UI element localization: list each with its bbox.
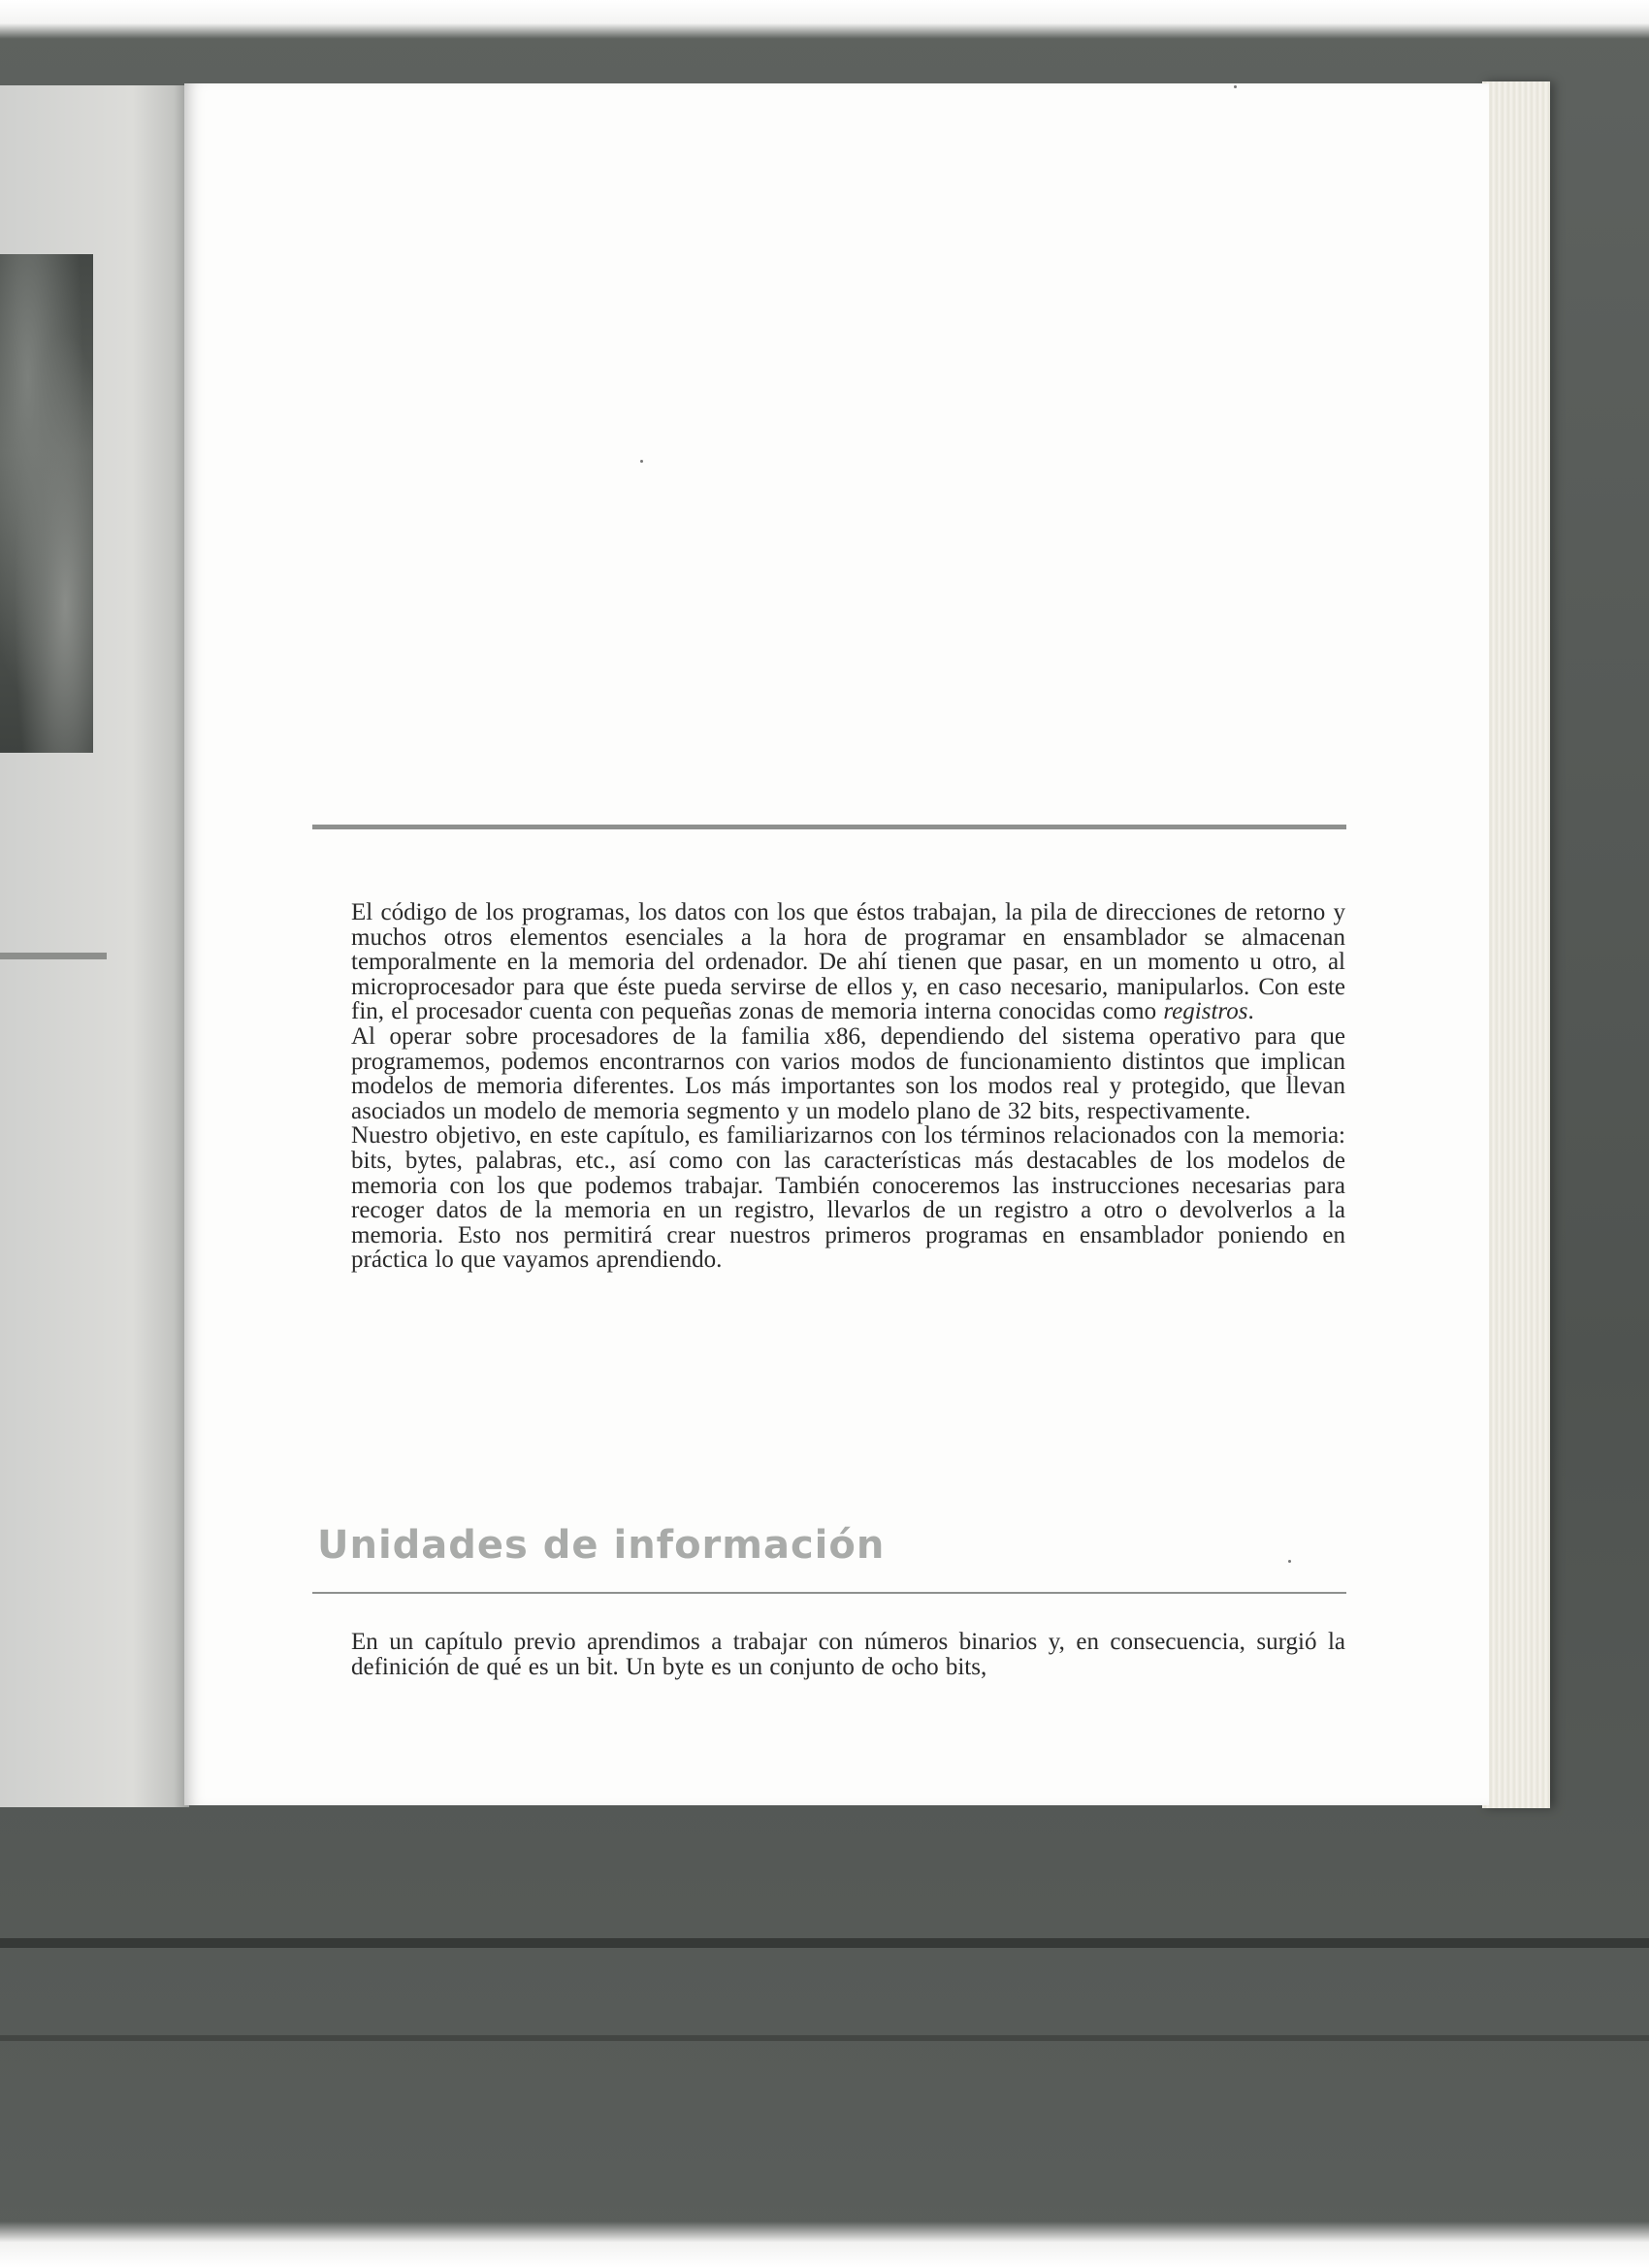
intro-paragraph-3: Nuestro objetivo, en este capítulo, es familiarizarnos con los términos relacionados con la memoria: bits, bytes, palabras, etc., así como con las características más destacables de los modelos de memoria con los que podemos trabajar. También conoceremos las instrucciones necesarias para recoger datos de la memoria en un registro, llevarlos de un registro a otro o devolverlos a la memoria. Esto nos permitirá crear nuestros primeros programas en ensamblador poniendo en práctica lo que vayamos aprendiendo.: [351, 1122, 1345, 1274]
chapter-divider-rule: [312, 825, 1346, 829]
section-text: [351, 1630, 1345, 1679]
intro-paragraph-1-end: .: [1247, 998, 1254, 1025]
left-page-photo: [0, 254, 93, 753]
intro-paragraph-1: [351, 900, 1345, 1024]
desk-edge-line: [0, 1938, 1649, 1948]
section-heading-rule: [312, 1592, 1346, 1594]
scan-speck: [1288, 1560, 1291, 1563]
scan-speck: [640, 460, 643, 463]
section-paragraph-1: En un capítulo previo aprendimos a trabajar con números binarios y, en consecuencia, surgió la definición de qué es un bit. Un byte es un conjunto de ocho bits,: [351, 1629, 1345, 1680]
intro-paragraph-1-text: El código de los programas, los datos con los que éstos trabajan, la pila de direcciones de retorno y muchos otros elementos esenciales a la hora de programar en ensamblador se almacenan temporalmente en la memoria del ordenador. De ahí tienen que pasar, en un momento u otro, al microprocesador para que éste pueda servirse de ellos y, en caso necesario, manipularlos. Con este fin, el procesador cuenta con pequeñas zonas de memoria interna conocidas como: [351, 899, 1345, 1025]
scan-bottom-margin: [0, 2221, 1649, 2268]
scan-top-margin: [0, 0, 1649, 39]
book-page: [184, 83, 1489, 1805]
scan-speck: [1234, 85, 1237, 88]
intro-text: [351, 900, 1345, 1273]
desk-edge-line-lower: [0, 2035, 1649, 2041]
section-heading: Unidades de información: [317, 1523, 886, 1568]
term-registros: registros: [1163, 998, 1248, 1025]
book-page-edges: [1482, 81, 1550, 1808]
intro-paragraph-2: Al operar sobre procesadores de la familia x86, dependiendo del sistema operativo para que programemos, podemos encontrarnos con varios modos de funcionamiento distintos que implican modelos de memoria diferentes. Los más importantes son los modos real y protegido, que llevan asociados un modelo de memoria segmento y un modelo plano de 32 bits, respectivamente.: [351, 1022, 1345, 1124]
left-page-rule: [0, 953, 107, 959]
